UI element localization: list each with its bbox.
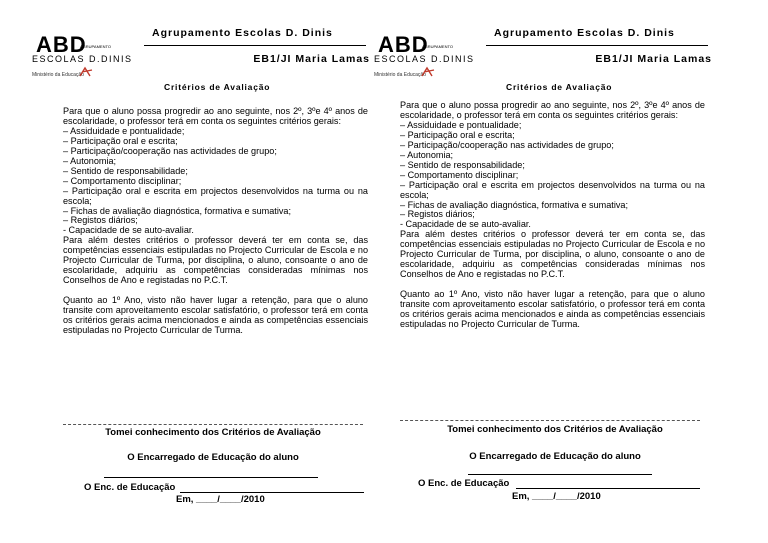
criteria-paragraph: Para além destes critérios o professor deverá ter em conta se, das competências essenciais estipuladas no Projecto Curricular de Escola e no Projecto Curricular de Turma, por disciplina, o aluno, consoante o ano de escolaridade, adquiriu as competências consideradas mínimas nos Conselhos de Ano e registadas no P.C.T.	[400, 229, 705, 280]
header-rule	[144, 45, 366, 46]
criteria-line: – Assiduidade e pontualidade;	[400, 119, 522, 130]
ministry-logo-icon	[78, 66, 94, 78]
criteria-line: - Capacidade de se auto-avaliar.	[400, 219, 531, 230]
criteria-line: – Sentido de responsabilidade;	[63, 165, 188, 176]
guardian-signature-line[interactable]	[104, 477, 318, 478]
date-field[interactable]: Em, ____/____/2010	[176, 494, 265, 505]
doc-title: Critérios de Avaliação	[506, 82, 613, 92]
school-group-title: Agrupamento Escolas D. Dinis	[152, 27, 333, 39]
guardian-signature-line[interactable]	[468, 474, 652, 475]
form-right	[370, 0, 720, 543]
logo-mark: ABD	[36, 32, 87, 57]
acknowledge-label: Tomei conhecimento dos Critérios de Avaliação	[105, 427, 321, 438]
criteria-line: – Participação oral e escrita;	[400, 129, 515, 140]
criteria-line: – Autonomia;	[63, 155, 117, 166]
criteria-text	[400, 101, 705, 330]
criteria-line: – Participação oral e escrita em projectos desenvolvidos na turma ou na escola;	[400, 179, 705, 200]
criteria-line: – Autonomia;	[400, 149, 454, 160]
acknowledge-label: Tomei conhecimento dos Critérios de Avaliação	[447, 424, 663, 435]
date-field[interactable]: Em, ____/____/2010	[512, 491, 601, 502]
criteria-line: Para que o aluno possa progredir ao ano seguinte, nos 2º, 3ºe 4º anos de escolaridade, o professor terá em conta os seguintes critérios gerais:	[63, 106, 368, 126]
doc-title: Critérios de Avaliação	[164, 82, 271, 92]
logo-subtitle: ESCOLAS D.DINIS	[374, 54, 475, 64]
guardian-label: O Encarregado de Educação do aluno	[127, 452, 299, 463]
ministry-label: Ministério da Educação	[32, 72, 84, 78]
logo-subtitle: ESCOLAS D.DINIS	[32, 54, 133, 64]
criteria-line: – Assiduidade e pontualidade;	[63, 125, 185, 136]
ministry-logo-icon	[420, 66, 436, 78]
school-group-title: Agrupamento Escolas D. Dinis	[494, 27, 675, 39]
enc-signature-line[interactable]	[180, 492, 364, 493]
school-name: EB1/JI Maria Lamas	[253, 53, 370, 65]
criteria-line: – Comportamento disciplinar;	[400, 169, 519, 180]
enc-label: O Enc. de Educação	[418, 478, 510, 489]
enc-signature-line[interactable]	[516, 488, 700, 489]
criteria-line: – Participação/cooperação nas actividades de grupo;	[63, 145, 277, 156]
criteria-line: – Sentido de responsabilidade;	[400, 159, 525, 170]
logo-small-text: AGRUPAMENTO	[422, 44, 453, 49]
criteria-line: – Registos diários;	[400, 209, 475, 220]
criteria-line: Para que o aluno possa progredir ao ano seguinte, nos 2º, 3ºe 4º anos de escolaridade, o professor terá em conta os seguintes critérios gerais:	[400, 100, 705, 120]
guardian-label: O Encarregado de Educação do aluno	[469, 451, 641, 462]
logo-mark: ABD	[378, 32, 429, 57]
criteria-line: – Participação oral e escrita;	[63, 135, 178, 146]
criteria-line: – Fichas de avaliação diagnóstica, formativa e sumativa;	[400, 199, 628, 210]
separator	[63, 424, 363, 425]
header-rule	[486, 45, 708, 46]
criteria-line: – Participação oral e escrita em projectos desenvolvidos na turma ou na escola;	[63, 185, 368, 206]
criteria-line: - Capacidade de se auto-avaliar.	[63, 225, 194, 236]
separator	[400, 420, 700, 421]
criteria-paragraph: Para além destes critérios o professor deverá ter em conta se, das competências essenciais estipuladas no Projecto Curricular de Escola e no Projecto Curricular de Turma, por disciplina, o aluno, consoante o ano de escolaridade, adquiriu as competências consideradas mínimas nos Conselhos de Ano e registadas no P.C.T.	[63, 235, 368, 286]
criteria-line: – Participação/cooperação nas actividades de grupo;	[400, 139, 614, 150]
logo-small-text: AGRUPAMENTO	[80, 44, 111, 49]
first-year-paragraph: Quanto ao 1º Ano, visto não haver lugar a retenção, para que o aluno transite com aproveitamento escolar satisfatório, o professor terá em conta os critérios gerais acima mencionados e ainda as competências essenciais estipuladas no Projecto Curricular de Turma.	[400, 289, 705, 330]
criteria-line: – Fichas de avaliação diagnóstica, formativa e sumativa;	[63, 205, 291, 216]
criteria-text	[63, 107, 368, 336]
enc-label: O Enc. de Educação	[84, 482, 176, 493]
criteria-line: – Registos diários;	[63, 215, 138, 226]
school-name: EB1/JI Maria Lamas	[595, 53, 712, 65]
ministry-label: Ministério da Educação	[374, 72, 426, 78]
criteria-line: – Comportamento disciplinar;	[63, 175, 182, 186]
form-left	[28, 0, 378, 543]
first-year-paragraph: Quanto ao 1º Ano, visto não haver lugar a retenção, para que o aluno transite com aproveitamento escolar satisfatório, o professor terá em conta os critérios gerais acima mencionados e ainda as competências essenciais estipuladas no Projecto Curricular de Turma.	[63, 295, 368, 336]
